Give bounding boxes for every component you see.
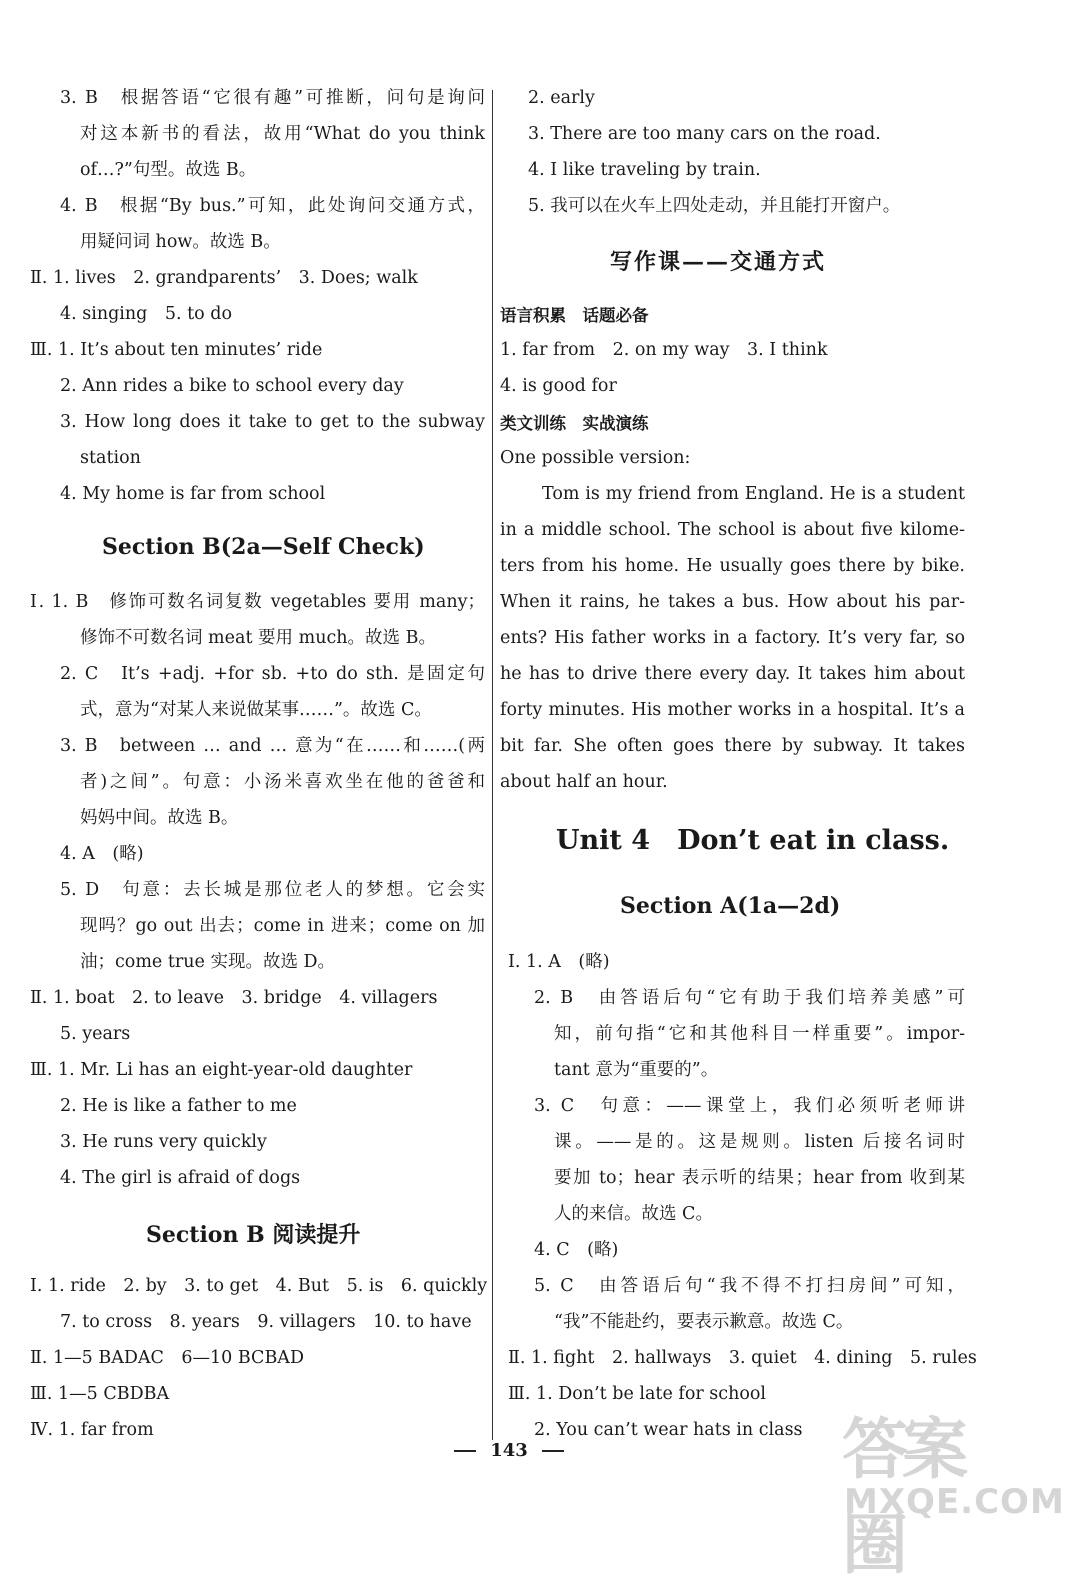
answer-line: 1. far from 2. on my way 3. I think <box>500 340 828 360</box>
answer-line: Ⅳ. 1. far from <box>30 1420 154 1440</box>
watermark-glyphs: 答案圈 <box>842 1411 962 1583</box>
answer-line: 3. He runs very quickly <box>60 1132 267 1152</box>
essay-line: in a middle school. The school is about five kilome- <box>500 520 965 540</box>
answer-line: Ⅱ. 1. fight 2. hallways 3. quiet 4. dining 5. rules <box>508 1348 977 1368</box>
answer-line: 现吗？go out 出去；come in 进来；come on 加 <box>80 916 485 936</box>
answer-line: 者)之间”。句意：小汤米喜欢坐在他的爸爸和 <box>80 772 485 792</box>
answer-line: 3. There are too many cars on the road. <box>528 124 881 144</box>
answer-line: 4. My home is far from school <box>60 484 326 504</box>
section-heading: Section B(2a—Self Check) <box>102 534 425 560</box>
answer-line: 3. B 根据答语“它很有趣”可推断，问句是询问 <box>60 88 485 108</box>
answer-line: 课。——是的。这是规则。listen 后接名词时 <box>554 1132 965 1152</box>
watermark-logo <box>842 1392 1065 1583</box>
answer-line: tant 意为“重要的”。 <box>554 1060 719 1080</box>
answer-line: 油；come true 实现。故选 D。 <box>80 952 336 972</box>
answer-line: Ⅱ. 1—5 BADAC 6—10 BCBAD <box>30 1348 304 1368</box>
answer-line: 2. C It’s +adj. +for sb. +to do sth. 是固定句 <box>60 664 485 684</box>
subheading: 语言积累 话题必备 <box>500 306 649 325</box>
subheading: 类文训练 实战演练 <box>500 414 649 433</box>
section-heading: 写作课——交通方式 <box>610 249 827 275</box>
answer-line: 3. B between … and … 意为“在……和……(两 <box>60 736 485 756</box>
answer-line: 2. B 由答语后句“它有助于我们培养美感”可 <box>534 988 965 1008</box>
answer-line: Ⅲ. 1—5 CBDBA <box>30 1384 170 1404</box>
answer-line: 修饰不可数名词 meat 要用 much。故选 B。 <box>80 628 436 648</box>
answer-line: 人的来信。故选 C。 <box>554 1204 713 1224</box>
answer-line: of…?”句型。故选 B。 <box>80 160 257 180</box>
answer-line: 妈妈中间。故选 B。 <box>80 808 239 828</box>
answer-line: Ⅲ. 1. Mr. Li has an eight-year-old daughter <box>30 1060 413 1080</box>
answer-line: station <box>80 448 141 468</box>
answer-line: 3. C 句意：——课堂上，我们必须听老师讲 <box>534 1096 965 1116</box>
essay-line: he has to drive there every day. It takes him about <box>500 664 965 684</box>
answer-line: 7. to cross 8. years 9. villagers 10. to have <box>60 1312 472 1332</box>
answer-line: 4. B 根据“By bus.”可知，此处询问交通方式， <box>60 196 485 216</box>
answer-line: 4. The girl is afraid of dogs <box>60 1168 301 1188</box>
answer-line: 2. Ann rides a bike to school every day <box>60 376 404 396</box>
unit-title: Unit 4 Don’t eat in class. <box>556 825 950 856</box>
column-divider <box>492 90 493 1440</box>
answer-line: 5. C 由答语后句“我不得不打扫房间”可知， <box>534 1276 965 1296</box>
essay-line: forty minutes. His mother works in a hospital. It’s a <box>500 700 965 720</box>
essay-line: bit far. She often goes there by subway. It takes <box>500 736 965 756</box>
essay-line: ents? His father works in a factory. It’s very far, so <box>500 628 965 648</box>
answer-line: Ⅰ. 1. ride 2. by 3. to get 4. But 5. is 6. quickly <box>30 1276 488 1296</box>
answer-line: 4. singing 5. to do <box>60 304 233 324</box>
section-heading: Section B 阅读提升 <box>146 1222 361 1248</box>
answer-line: Ⅱ. 1. lives 2. grandparents’ 3. Does; walk <box>30 268 418 288</box>
answer-line: 式，意为“对某人来说做某事……”。故选 C。 <box>80 700 432 720</box>
answer-line: Ⅰ. 1. B 修饰可数名词复数 vegetables 要用 many； <box>30 592 485 612</box>
answer-line: 知，前句指“它和其他科目一样重要”。impor- <box>554 1024 965 1044</box>
page-number: 143 <box>0 1440 1018 1461</box>
answer-line: 要加 to；hear 表示听的结果；hear from 收到某 <box>554 1168 965 1188</box>
watermark-site: MXQE.COM <box>844 1482 1065 1522</box>
answer-line: 4. A (略) <box>60 844 144 864</box>
essay-line: about half an hour. <box>500 772 668 792</box>
answer-line: 4. I like traveling by train. <box>528 160 761 180</box>
answer-line: 用疑问词 how。故选 B。 <box>80 232 281 252</box>
answer-line: Ⅰ. 1. A (略) <box>508 952 610 972</box>
answer-line: 5. D 句意：去长城是那位老人的梦想。它会实 <box>60 880 485 900</box>
answer-line: 5. years <box>60 1024 131 1044</box>
answer-line: Ⅲ. 1. It’s about ten minutes’ ride <box>30 340 323 360</box>
answer-line: 5. 我可以在火车上四处走动，并且能打开窗户。 <box>528 196 901 216</box>
answer-line: One possible version: <box>500 448 691 468</box>
essay-line: ters from his home. He usually goes there by bike. <box>500 556 965 576</box>
answer-line: “我”不能赴约，要表示歉意。故选 C。 <box>554 1312 854 1332</box>
answer-line: 3. How long does it take to get to the subway <box>60 412 485 432</box>
answer-line: 对这本新书的看法，故用“What do you think <box>80 124 485 144</box>
essay-line: When it rains, he takes a bus. How about his par- <box>500 592 965 612</box>
answer-line: 2. You can’t wear hats in class <box>534 1420 803 1440</box>
answer-line: 2. He is like a father to me <box>60 1096 297 1116</box>
answer-line: Ⅲ. 1. Don’t be late for school <box>508 1384 767 1404</box>
essay-line: Tom is my friend from England. He is a student <box>542 484 965 504</box>
answer-line: 4. C (略) <box>534 1240 619 1260</box>
section-heading: Section A(1a—2d) <box>620 893 841 919</box>
answer-line: 2. early <box>528 88 595 108</box>
answer-line: 4. is good for <box>500 376 617 396</box>
answer-line: Ⅱ. 1. boat 2. to leave 3. bridge 4. villagers <box>30 988 438 1008</box>
